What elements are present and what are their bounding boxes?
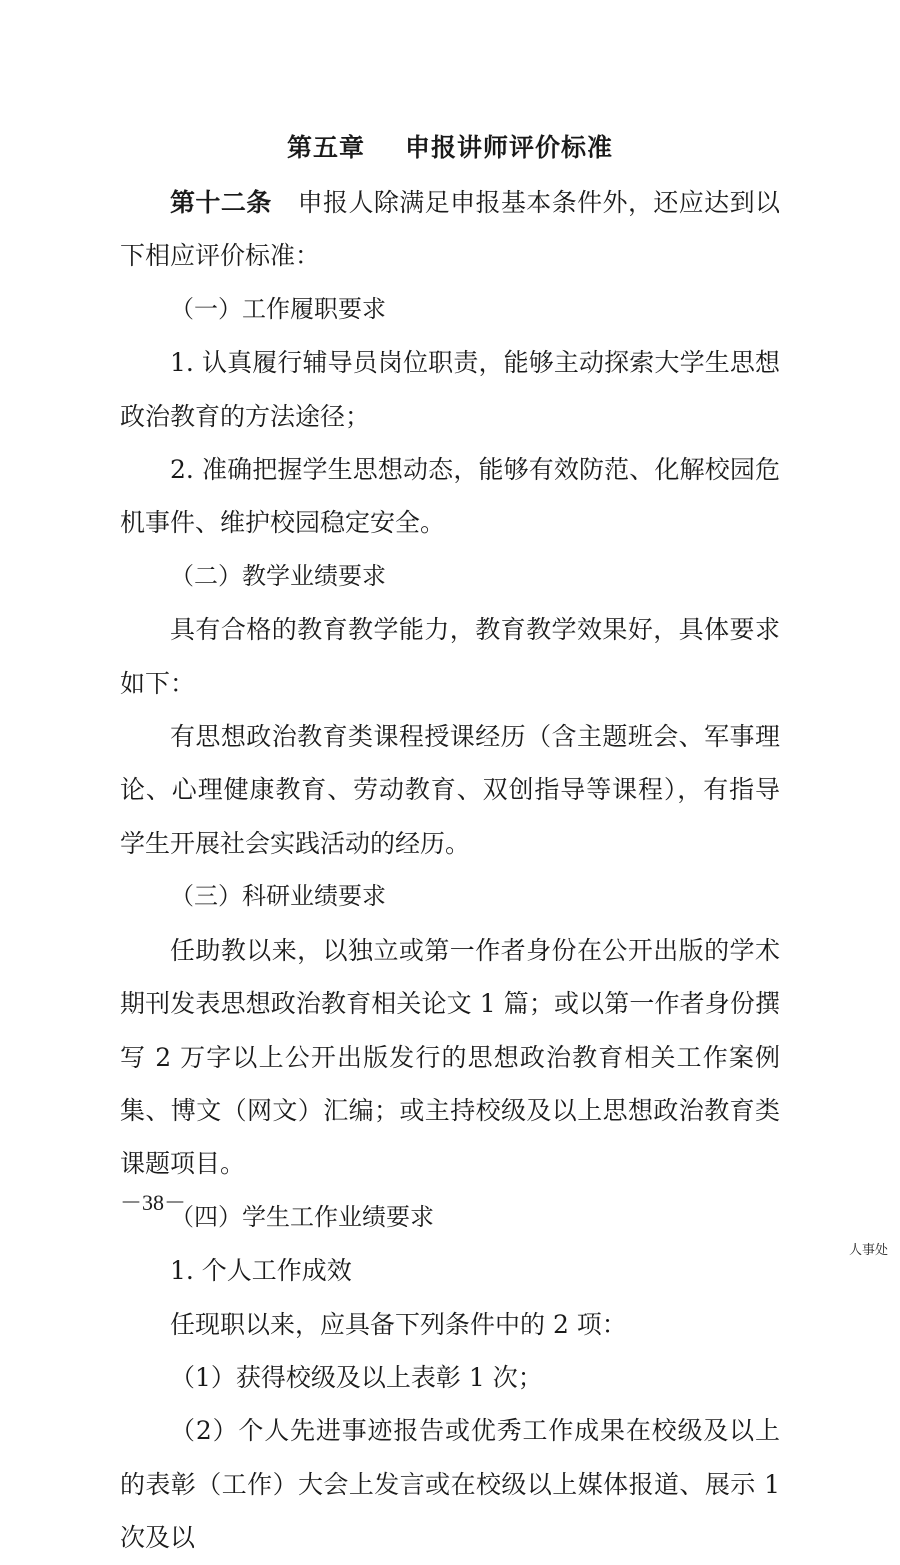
document-body: [120, 176, 780, 1565]
paragraph: 任助教以来，以独立或第一作者身份在公开出版的学术期刊发表思想政治教育相关论文 1 篇；或以第一作者身份撰写 2 万字以上公开出版发行的思想政治教育相关工作案例集、博文（网文）汇编；或主持校级及以上思想政治教育类课题项目。: [120, 935, 780, 1179]
page-number: －38－: [120, 1190, 187, 1215]
corner-mark: 人事处: [848, 1243, 888, 1258]
chapter-title: 申报讲师评价标准: [405, 133, 614, 162]
paragraph: 2. 准确把握学生思想动态，能够有效防范、化解校园危机事件、维护校园稳定安全。: [120, 455, 780, 538]
section-heading-3: （三）科研业绩要求: [170, 882, 386, 911]
section-heading-2: （二）教学业绩要求: [170, 561, 386, 590]
article-label: 第十二条: [170, 188, 272, 217]
article-text: 申报人除满足申报基本条件外，还应达到以下相应评价标准：: [120, 188, 780, 271]
section-heading-4: （四）学生工作业绩要求: [170, 1202, 434, 1231]
paragraph: 任现职以来，应具备下列条件中的 2 项：: [170, 1309, 627, 1339]
article-paragraph: [120, 176, 780, 283]
paragraph: 具有合格的教育教学能力，教育教学效果好，具体要求如下：: [120, 615, 780, 698]
chapter-heading: [0, 128, 900, 164]
chapter-number: 第五章: [286, 133, 365, 162]
paragraph: （1）获得校级及以上表彰 1 次；: [170, 1362, 543, 1392]
paragraph: 有思想政治教育类课程授课经历（含主题班会、军事理论、心理健康教育、劳动教育、双创指导等课程），有指导学生开展社会实践活动的经历。: [120, 722, 780, 858]
paragraph: 1. 个人工作成效: [170, 1256, 352, 1286]
section-heading-1: （一）工作履职要求: [170, 294, 386, 323]
paragraph: 1. 认真履行辅导员岗位职责，能够主动探索大学生思想政治教育的方法途径；: [120, 348, 780, 431]
paragraph: （2）个人先进事迹报告或优秀工作成果在校级及以上的表彰（工作）大会上发言或在校级以上媒体报道、展示 1 次及以: [120, 1416, 780, 1553]
